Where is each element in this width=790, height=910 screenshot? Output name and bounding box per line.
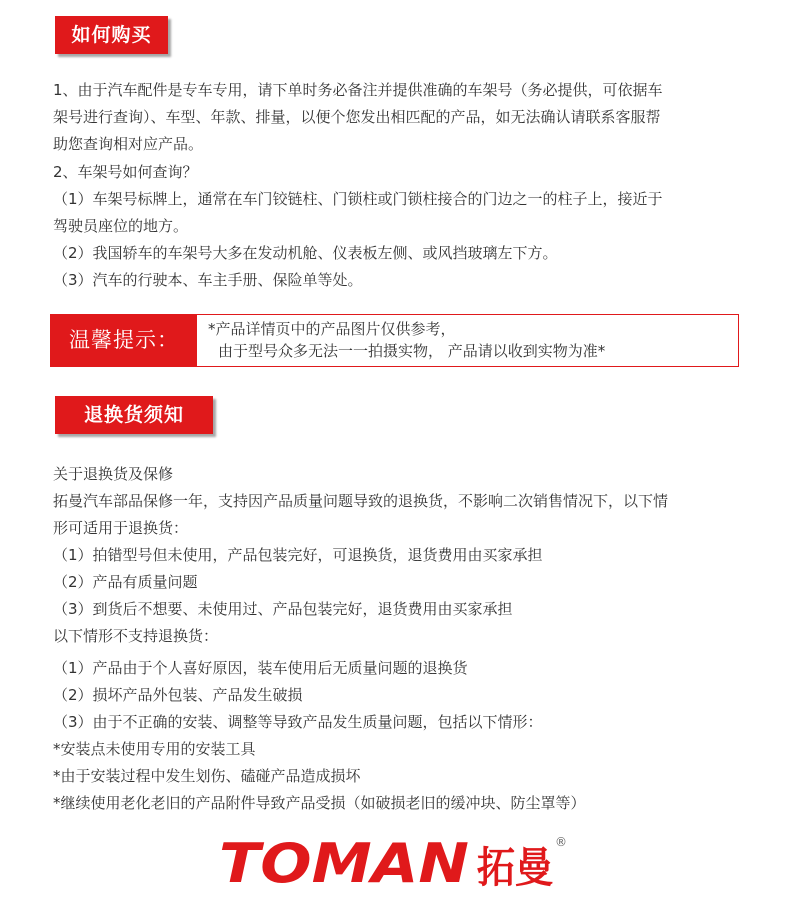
notice-box (50, 314, 739, 367)
returns-line-3: 形可适用于退换货： (53, 519, 189, 537)
returns-line-2: 拓曼汽车部品保修一年，支持因产品质量问题导致的退换货，不影响二次销售情况下，以下情 (53, 492, 669, 510)
buy-line-7: （2）我国轿车的车架号大多在发动机舱、仪表板左侧、或风挡玻璃左下方。 (53, 244, 558, 262)
returns-title: 退换货须知 (55, 396, 213, 434)
logo-brand-cn: 拓曼 (477, 843, 553, 890)
logo-registered-mark: ® (555, 835, 567, 849)
logo-brand: TOMAN (219, 832, 469, 890)
buy-line-2: 架号进行查询）、车型、年款、排量，以便个您发出相匹配的产品，如无法确认请联系客服帮 (53, 108, 661, 126)
returns-line-5: （2）产品有质量问题 (53, 573, 198, 591)
buy-line-6: 驾驶员座位的地方。 (53, 217, 189, 235)
returns-line-12: *由于安装过程中发生划伤、磕碰产品造成损坏 (53, 767, 361, 785)
buy-line-4: 2、车架号如何查询？ (53, 163, 198, 181)
how-to-buy-title: 如何购买 (55, 16, 168, 54)
notice-line-2: 由于型号众多无法一一拍摄实物， 产品请以收到实物为准* (218, 342, 606, 360)
returns-line-6: （3）到货后不想要、未使用过、产品包装完好，退货费用由买家承担 (53, 600, 513, 618)
toman-logo (215, 832, 575, 890)
returns-line-8: （1）产品由于个人喜好原因，装车使用后无质量问题的退换货 (53, 659, 468, 677)
returns-line-9: （2）损坏产品外包装、产品发生破损 (53, 686, 303, 704)
returns-line-1: 关于退换货及保修 (53, 465, 174, 483)
returns-line-10: （3）由于不正确的安装、调整等导致产品发生质量问题，包括以下情形： (53, 713, 543, 731)
buy-line-1: 1、由于汽车配件是专车专用，请下单时务必备注并提供准确的车架号（务必提供，可依据车 (53, 81, 663, 99)
notice-label: 温馨提示： (51, 315, 197, 366)
returns-line-13: *继续使用老化老旧的产品附件导致产品受损（如破损老旧的缓冲块、防尘罩等） (53, 794, 586, 812)
buy-line-8: （3）汽车的行驶本、车主手册、保险单等处。 (53, 271, 363, 289)
buy-line-5: （1）车架号标牌上，通常在车门铰链柱、门锁柱或门锁柱接合的门边之一的柱子上，接近于 (53, 190, 663, 208)
returns-line-11: *安装点未使用专用的安装工具 (53, 740, 256, 758)
notice-line-1: *产品详情页中的产品图片仅供参考， (208, 320, 456, 338)
returns-line-4: （1）拍错型号但未使用，产品包装完好，可退换货，退货费用由买家承担 (53, 546, 543, 564)
returns-line-7: 以下情形不支持退换货： (53, 627, 219, 645)
buy-line-3: 助您查询相对应产品。 (53, 135, 204, 153)
